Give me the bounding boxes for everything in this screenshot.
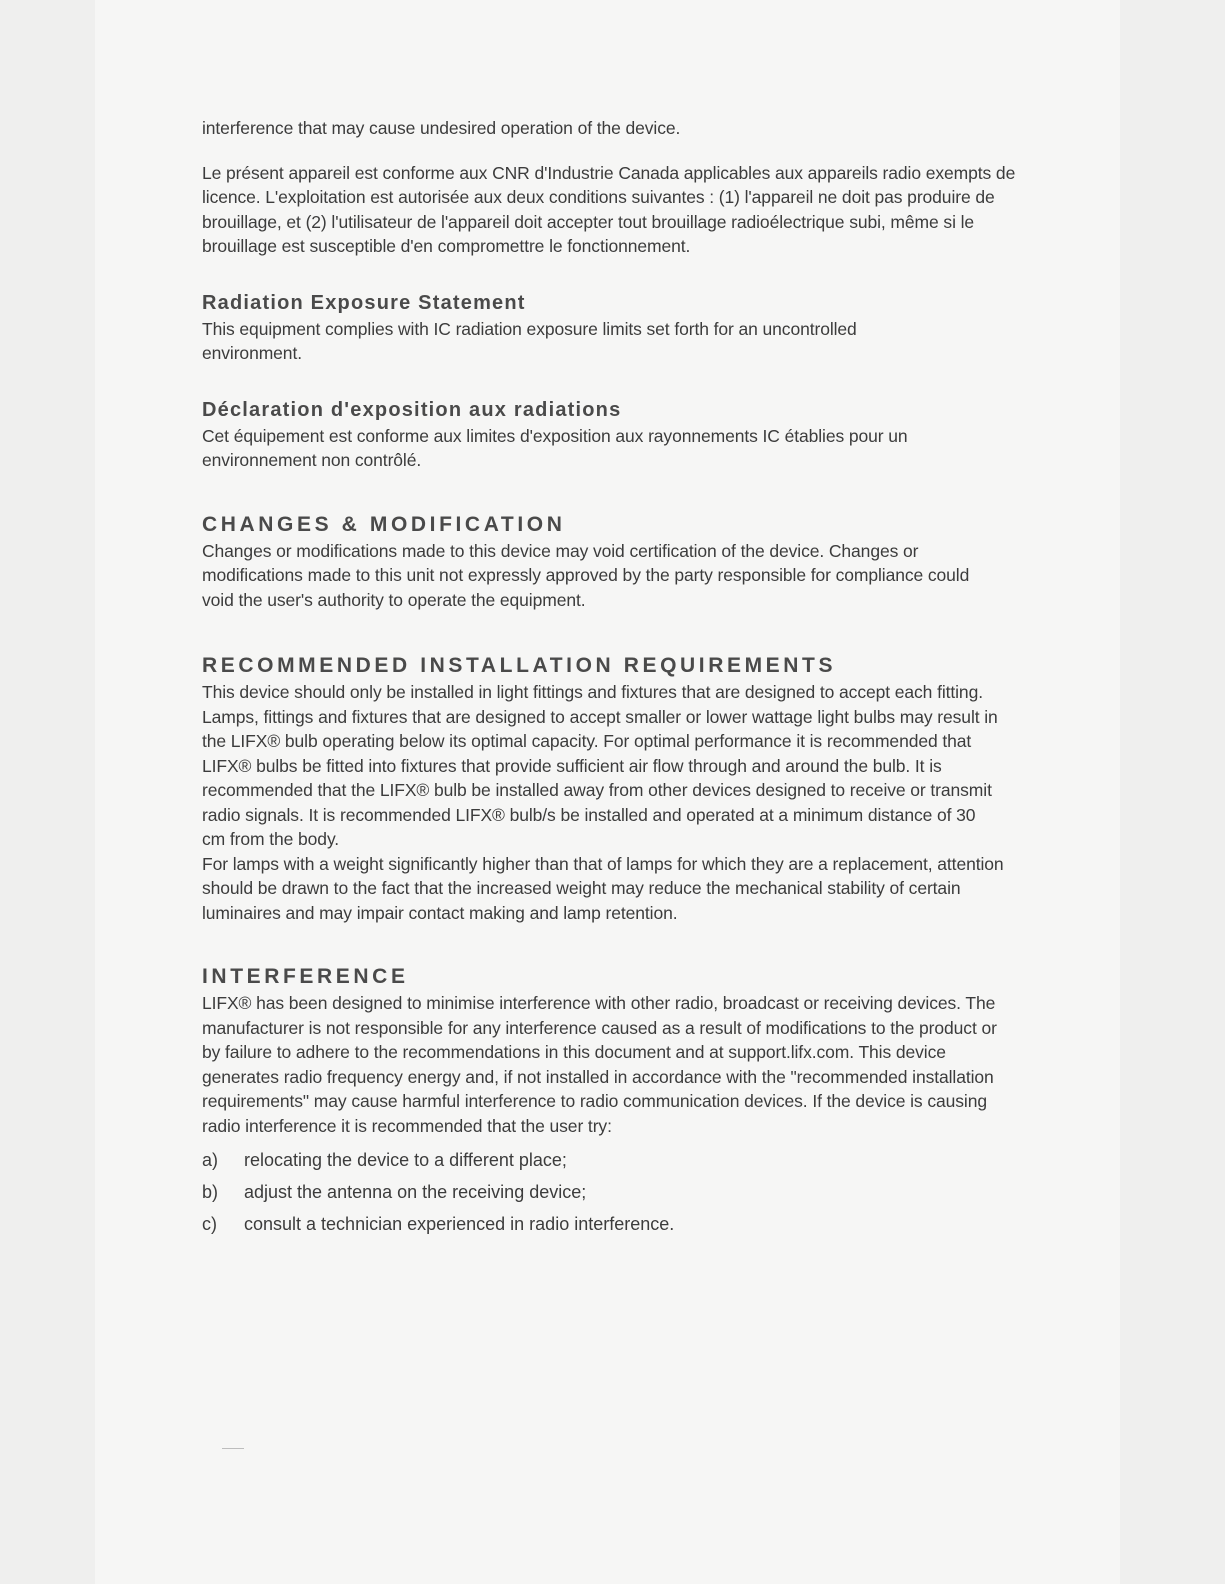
list-item [202, 1208, 1017, 1240]
changes-body: Changes or modifications made to this device may void certification of the device. Changes or modifications made to this unit not expressly approved by the party responsible for compliance could void the user's authority to operate the equipment. [202, 540, 970, 610]
list-item-text: consult a technician experienced in radio interference. [244, 1214, 675, 1234]
interference-heading: INTERFERENCE [202, 965, 409, 988]
document-content [202, 116, 1017, 1240]
list-item [202, 1176, 1017, 1208]
installation-weight-note: For lamps with a weight significantly higher than that of lamps for which they are a replacement, attention should be drawn to the fact that the increased weight may reduce the mechanical stability of certain luminaires and may impair contact making and lamp retention. [202, 853, 1004, 923]
declaration-exposition-heading: Déclaration d'exposition aux radiations [202, 398, 622, 421]
list-marker: c) [202, 1214, 217, 1234]
list-marker: a) [202, 1150, 219, 1170]
installation-body: This device should only be installed in light fittings and fixtures that are designed to accept each fitting. Lamps, fittings and fixtures that are designed to accept smaller or lower wattage light bulbs may result in the LIFX® bulb operating below its optimal capacity. For optimal performance it is recommended that LIFX® bulbs be fitted into fixtures that provide sufficient air flow through and around the bulb. It is recommended that the LIFX® bulb be installed away from other devices designed to receive or transmit radio signals. It is recommended LIFX® bulb/s be installed and operated at a minimum distance of 30 cm from the body. [202, 682, 998, 849]
installation-heading: RECOMMENDED INSTALLATION REQUIREMENTS [202, 654, 837, 677]
intro-french-paragraph: Le présent appareil est conforme aux CNR d'Industrie Canada applicables aux appareils radio exempts de licence. L'exploitation est autorisée aux deux conditions suivantes : (1) l'appareil ne doit pas produire de brouillage, et (2) l'utilisateur de l'appareil doit accepter tout brouillage radioélectrique subi, même si le brouillage est susceptible d'en compromettre le fonctionnement. [202, 162, 1016, 256]
declaration-exposition-body: Cet équipement est conforme aux limites d'exposition aux rayonnements IC établies pour un environnement non contrôlé. [202, 425, 908, 470]
interference-recommendations-list [202, 1144, 1017, 1240]
changes-heading: CHANGES & MODIFICATION [202, 512, 566, 536]
radiation-exposure-body: This equipment complies with IC radiation exposure limits set forth for an uncontrolled environment. [202, 318, 857, 363]
list-item [202, 1144, 1017, 1176]
list-item-text: relocating the device to a different place; [244, 1150, 567, 1170]
radiation-exposure-heading: Radiation Exposure Statement [202, 291, 526, 314]
intro-line: interference that may cause undesired operation of the device. [202, 118, 681, 138]
interference-body: LIFX® has been designed to minimise interference with other radio, broadcast or receiving devices. The manufacturer is not responsible for any interference caused as a result of modifications to the product or by failure to adhere to the recommendations in this document and at support.lifx.com. This device generates radio frequency energy and, if not installed in accordance with the "recommended installation requirements" may cause harmful interference to radio communication devices. If the device is causing radio interference it is recommended that the user try: [202, 993, 997, 1136]
list-item-text: adjust the antenna on the receiving device; [244, 1182, 587, 1202]
list-marker: b) [202, 1182, 219, 1202]
scan-mark [222, 1448, 244, 1449]
